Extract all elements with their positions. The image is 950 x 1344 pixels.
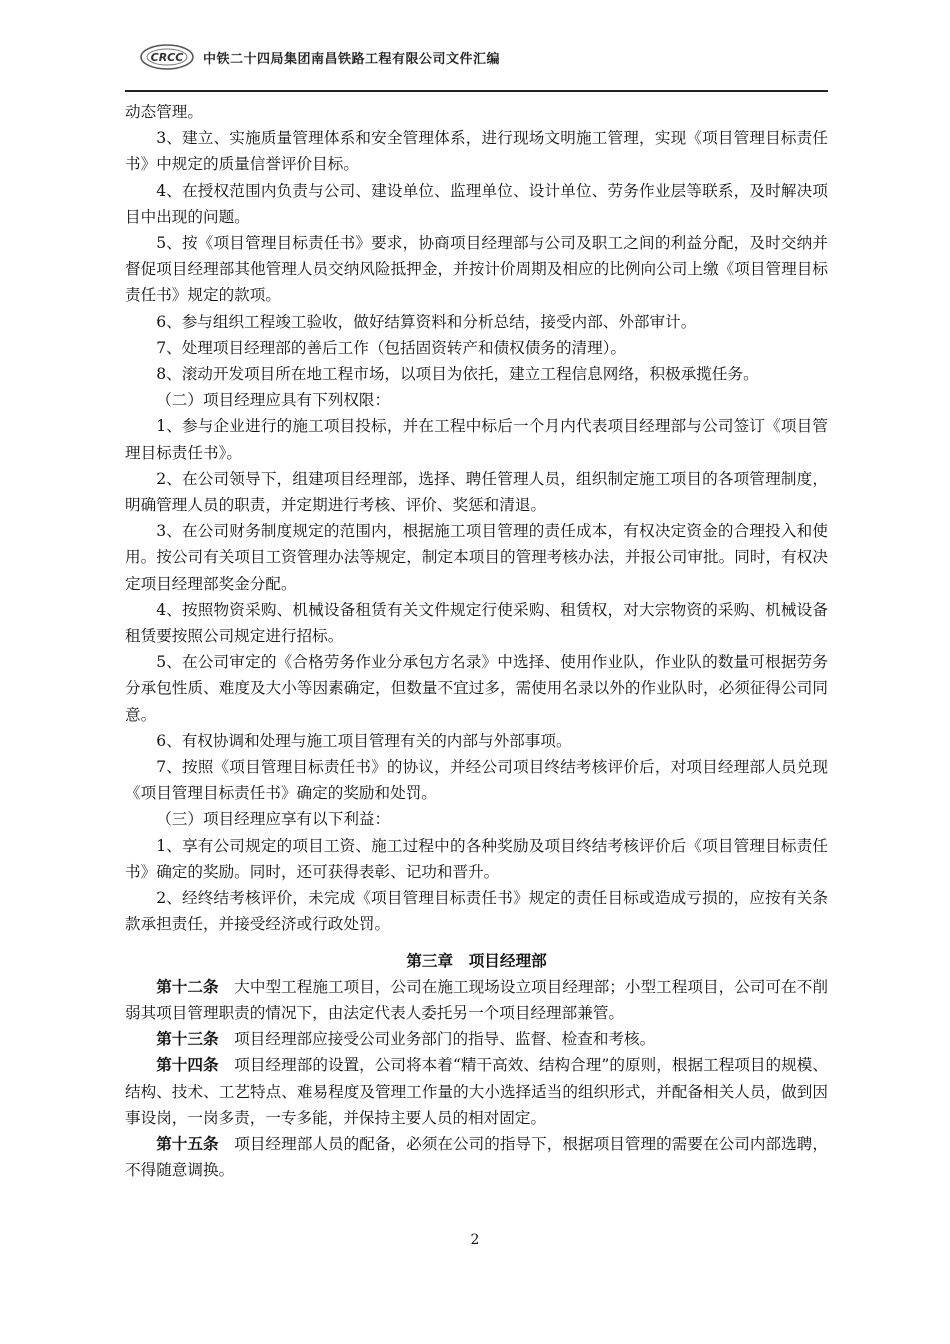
article-label: 第十四条 [156, 1056, 219, 1075]
svg-text:CRCC: CRCC [150, 51, 184, 64]
section-heading: （三）项目经理应享有以下利益： [156, 810, 391, 829]
chapter-title: 第三章 项目经理部 [406, 951, 547, 970]
paragraph: 1、参与企业进行的施工项目投标，并在工程中标后一个月内代表项目经理部与公司签订《项目管理目标责任书》。 [125, 417, 828, 462]
article [125, 1131, 828, 1183]
paragraph: 2、在公司领导下，组建项目经理部，选择、聘任管理人员，组织制定施工项目的各项管理制度，明确管理人员的职责，并定期进行考核、评价、奖惩和清退。 [125, 469, 828, 515]
company-logo-icon [139, 42, 195, 72]
paragraph: 动态管理。 [125, 103, 203, 121]
paragraph: 6、参与组织工程竣工验收，做好结算资料和分析总结，接受内部、外部审计。 [156, 312, 697, 331]
article [125, 1052, 828, 1131]
paragraph: 3、建立、实施质量管理体系和安全管理体系，进行现场文明施工管理，实现《项目管理目标责任书》中规定的质量信誉评价目标。 [125, 129, 828, 174]
paragraph: 4、按照物资采购、机械设备租赁有关文件规定行使采购、租赁权，对大宗物资的采购、机械设备租赁要按照公司规定进行招标。 [125, 600, 828, 646]
paragraph: 8、滚动开发项目所在地工程市场，以项目为依托，建立工程信息网络，积极承揽任务。 [156, 365, 759, 384]
article-label: 第十三条 [156, 1030, 219, 1049]
paragraph: 6、有权协调和处理与施工项目管理有关的内部与外部事项。 [156, 731, 572, 750]
article-label: 第十二条 [156, 977, 219, 996]
paragraph: 7、按照《项目管理目标责任书》的协议，并经公司项目终结考核评价后，对项目经理部人员兑现《项目管理目标责任书》确定的奖励和处罚。 [125, 758, 828, 803]
paragraph: 1、享有公司规定的项目工资、施工过程中的各种奖励及项目终结考核评价后《项目管理目标责任书》确定的奖励。同时，还可获得表彰、记功和晋升。 [125, 836, 828, 881]
paragraph: 5、在公司审定的《合格劳务作业分承包方名录》中选择、使用作业队，作业队的数量可根据劳务分承包性质、难度及大小等因素确定，但数量不宜过多，需使用名录以外的作业队时，必须征得公司同意。 [125, 653, 828, 724]
document-body [125, 99, 828, 1183]
page-header [125, 38, 828, 94]
paragraph: 3、在公司财务制度规定的范围内，根据施工项目管理的责任成本，有权决定资金的合理投入和使用。按公司有关项目工资管理办法等规定，制定本项目的管理考核办法，并报公司审批。同时，有权决定项目经理部奖金分配。 [125, 522, 828, 593]
article-text: 项目经理部的设置，公司将本着“精干高效、结构合理”的原则，根据工程项目的规模、结构、技术、工艺特点、难易程度及管理工作量的大小选择适当的组织形式，并配备相关人员，做到因事设岗，一岗多责，一专多能，并保持主要人员的相对固定。 [125, 1056, 828, 1127]
paragraph: 2、经终结考核评价，未完成《项目管理目标责任书》规定的责任目标或造成亏损的，应按有关条款承担责任，并接受经济或行政处罚。 [125, 889, 828, 934]
article-text: 大中型工程施工项目，公司在施工现场设立项目经理部；小型工程项目，公司可在不削弱其项目管理职责的情况下，由法定代表人委托另一个项目经理部兼管。 [125, 977, 828, 1022]
article [125, 974, 828, 1026]
paragraph: 7、处理项目经理部的善后工作（包括固资转产和债权债务的清理）。 [156, 338, 627, 357]
page-number: 2 [470, 1232, 480, 1248]
paragraph: 4、在授权范围内负责与公司、建设单位、监理单位、设计单位、劳务作业层等联系，及时解决项目中出现的问题。 [125, 181, 828, 226]
section-heading: （二）项目经理应具有下列权限： [156, 391, 391, 410]
header-divider [125, 90, 828, 92]
document-collection-title: 中铁二十四局集团南昌铁路工程有限公司文件汇编 [203, 52, 501, 67]
article [125, 1026, 828, 1052]
article-text: 项目经理部应接受公司业务部门的指导、监督、检查和考核。 [234, 1030, 656, 1049]
article-text: 项目经理部人员的配备，必须在公司的指导下，根据项目管理的需要在公司内部选聘，不得随意调换。 [125, 1134, 828, 1180]
article-label: 第十五条 [156, 1134, 219, 1153]
paragraph: 5、按《项目管理目标责任书》要求，协商项目经理部与公司及职工之间的利益分配，及时交纳并督促项目经理部其他管理人员交纳风险抵押金，并按计价周期及相应的比例向公司上缴《项目管理目标责任书》规定的款项。 [125, 234, 828, 305]
